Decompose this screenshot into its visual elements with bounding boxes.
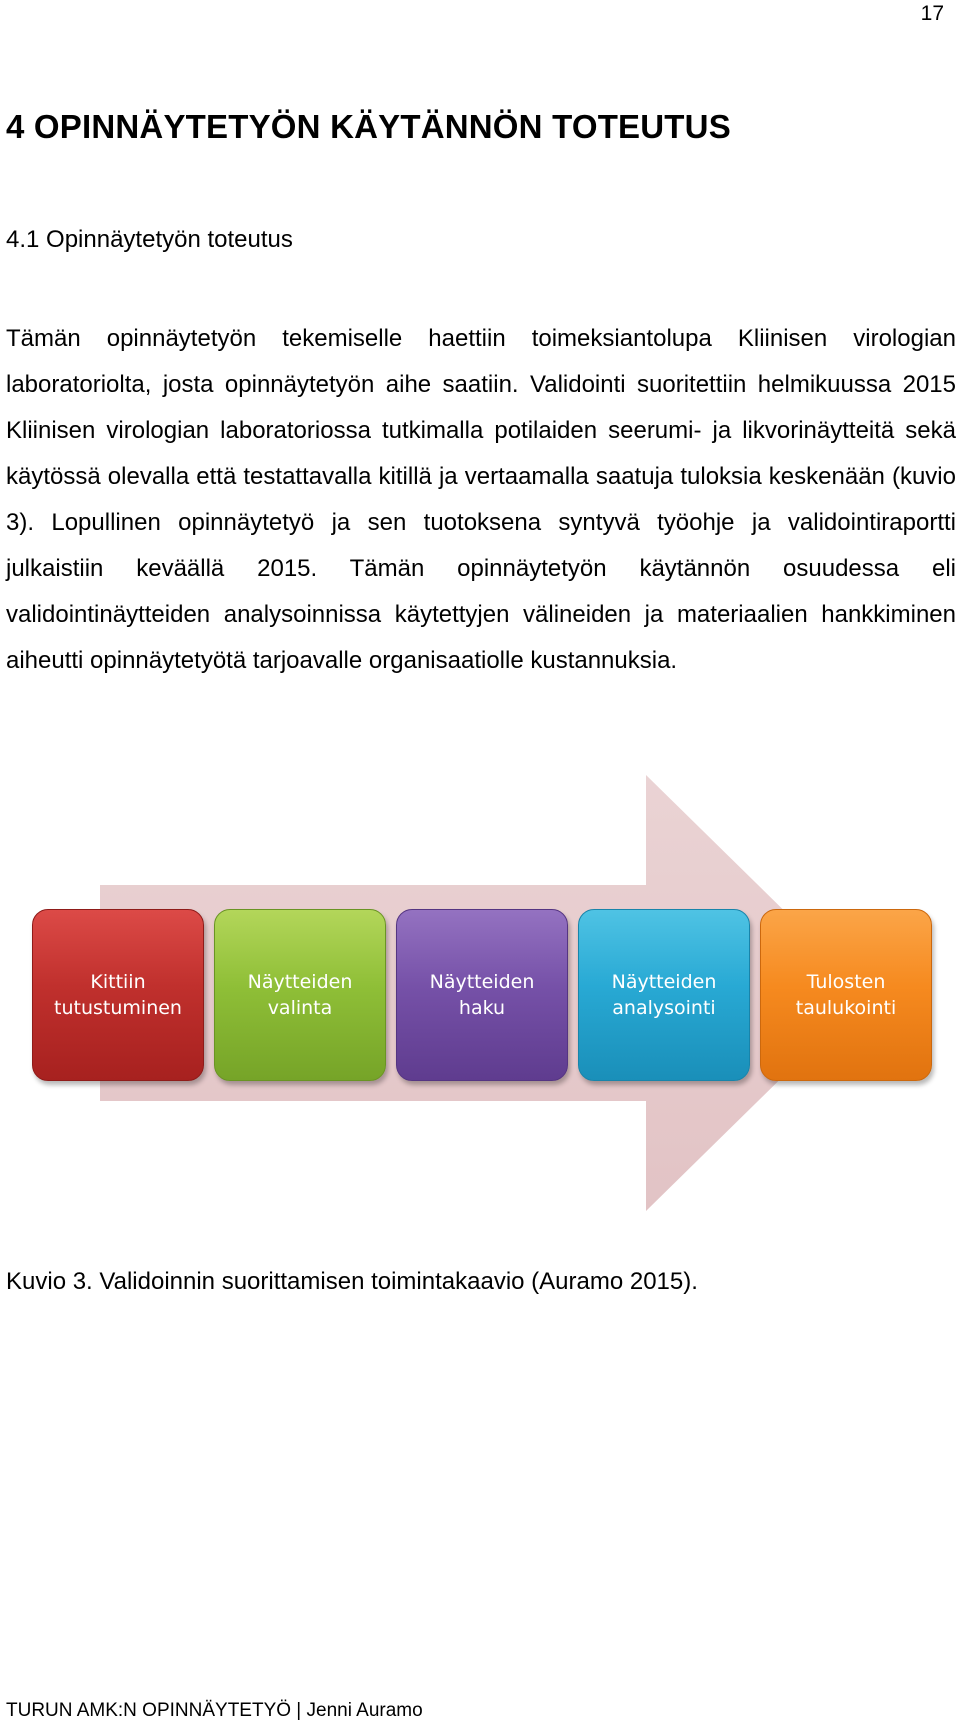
page-footer: TURUN AMK:N OPINNÄYTETYÖ | Jenni Auramo xyxy=(6,1700,423,1721)
section-title: 4.1 Opinnäytetyön toteutus xyxy=(6,226,293,253)
step-label-line2: haku xyxy=(458,997,506,1019)
page-number: 17 xyxy=(920,2,944,25)
step-label-line2: valinta xyxy=(267,997,333,1019)
body-paragraph: Tämän opinnäytetyön tekemiselle haettiin toimeksiantolupa Kliinisen virologian laboratoriolta, josta opinnäytetyön aihe saatiin. Validointi suoritettiin helmikuussa 2015 Kliinisen virologian laboratoriossa tutkimalla potilaiden seerumi- ja likvorinäytteitä sekä käytössä olevalla että testattavalla kitillä ja vertaamalla saatuja tuloksia keskenään (kuvio 3). Lopullinen opinnäytetyö ja sen tuotoksena syntyvä työohje ja validointiraportti julkaistiin keväällä 2015. Tämän opinnäytetyön käytännön osuudessa eli validointinäytteiden analysoinnissa käytettyjen välineiden ja materiaalien hankkiminen aiheutti opinnäytetyötä tarjoavalle organisaatiolle kustannuksia. xyxy=(6,325,956,674)
figure-caption: Kuvio 3. Validoinnin suorittamisen toimintakaavio (Auramo 2015). xyxy=(6,1268,698,1295)
step-label-line1: Näytteiden xyxy=(429,971,535,993)
step-label-line2: taulukointi xyxy=(795,997,897,1019)
step-sample-analysis xyxy=(578,909,750,1081)
step-label-line2: tutustuminen xyxy=(54,997,182,1019)
step-label-line1: Näytteiden xyxy=(247,971,353,993)
step-label-line1: Tulosten xyxy=(806,971,886,993)
step-label-line1: Kittiin xyxy=(90,971,146,993)
step-kit-familiarization xyxy=(32,909,204,1081)
process-diagram xyxy=(28,775,938,1215)
step-label-line1: Näytteiden xyxy=(611,971,717,993)
step-label-line2: analysointi xyxy=(612,997,716,1019)
step-sample-selection xyxy=(214,909,386,1081)
step-results-tabulation xyxy=(760,909,932,1081)
chapter-title: 4 OPINNÄYTETYÖN KÄYTÄNNÖN TOTEUTUS xyxy=(6,108,731,145)
step-sample-retrieval xyxy=(396,909,568,1081)
